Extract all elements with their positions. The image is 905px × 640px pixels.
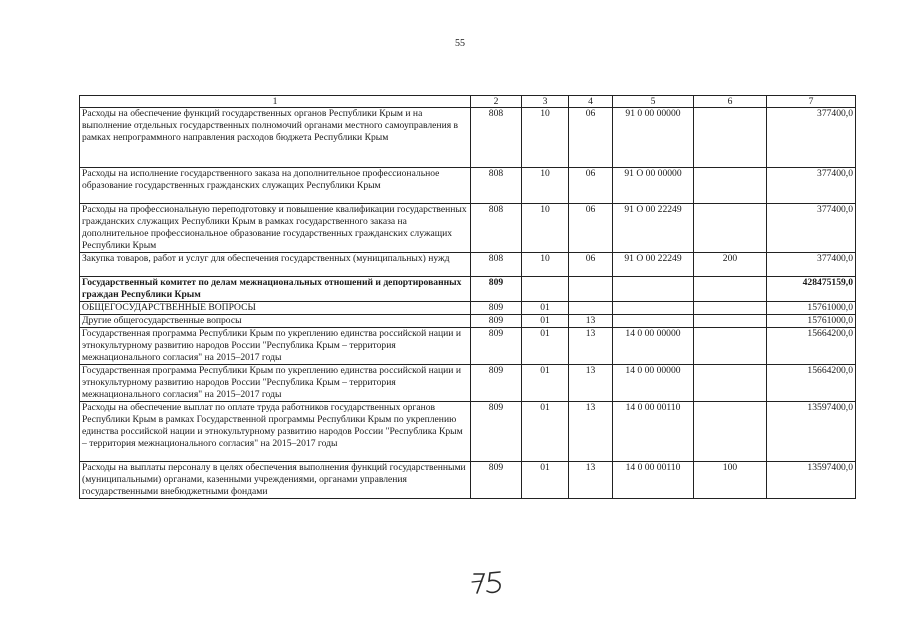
subsection-code xyxy=(569,277,613,302)
amount-value: 428475159,0 xyxy=(767,277,856,302)
row-description: Расходы на обеспечение выплат по оплате труда работников государственных органов Республики Крым в рамках Государственной программы Республики Крым по укреплению единства российской нации и этнокультурному развитию народов России "Республика Крым – территория межнационального согласия" на 2015–2017 годы xyxy=(80,402,471,462)
section-code: 01 xyxy=(522,365,569,402)
table-row xyxy=(80,302,856,315)
amount-value: 15761000,0 xyxy=(767,302,856,315)
handwritten-page-number xyxy=(470,568,510,596)
row-description: Другие общегосударственные вопросы xyxy=(80,315,471,328)
row-description: Государственная программа Республики Крым по укреплению единства российской нации и этнокультурному развитию народов России "Республика Крым – территория межнационального согласия" на 2015–2017 годы xyxy=(80,365,471,402)
row-description: ОБЩЕГОСУДАРСТВЕННЫЕ ВОПРОСЫ xyxy=(80,302,471,315)
table-row xyxy=(80,253,856,277)
ministry-code: 809 xyxy=(471,277,522,302)
table-row xyxy=(80,462,856,499)
ministry-code: 809 xyxy=(471,315,522,328)
row-description: Государственная программа Республики Крым по укреплению единства российской нации и этнокультурному развитию народов России "Республика Крым – территория межнационального согласия" на 2015–2017 годы xyxy=(80,328,471,365)
ministry-code: 808 xyxy=(471,253,522,277)
expense-type-code: 100 xyxy=(694,462,767,499)
expense-type-code xyxy=(694,328,767,365)
target-article-code xyxy=(613,302,694,315)
section-code: 10 xyxy=(522,204,569,253)
target-article-code: 91 О 00 22249 xyxy=(613,204,694,253)
expense-type-code xyxy=(694,315,767,328)
table-row xyxy=(80,402,856,462)
page-number: 55 xyxy=(455,38,465,49)
target-article-code xyxy=(613,277,694,302)
table-row xyxy=(80,168,856,204)
amount-value: 377400,0 xyxy=(767,204,856,253)
ministry-code: 809 xyxy=(471,462,522,499)
column-header: 1 xyxy=(80,96,471,108)
table-row xyxy=(80,108,856,168)
table-row xyxy=(80,277,856,302)
section-code: 01 xyxy=(522,302,569,315)
expense-type-code xyxy=(694,302,767,315)
subsection-code: 13 xyxy=(569,402,613,462)
column-header: 4 xyxy=(569,96,613,108)
section-code: 01 xyxy=(522,315,569,328)
subsection-code: 13 xyxy=(569,328,613,365)
expense-type-code xyxy=(694,277,767,302)
target-article-code: 14 0 00 00110 xyxy=(613,402,694,462)
budget-table xyxy=(79,95,856,499)
amount-value: 15761000,0 xyxy=(767,315,856,328)
ministry-code: 809 xyxy=(471,328,522,365)
target-article-code: 14 0 00 00000 xyxy=(613,365,694,402)
target-article-code xyxy=(613,315,694,328)
subsection-code: 06 xyxy=(569,108,613,168)
target-article-code: 91 О 00 22249 xyxy=(613,253,694,277)
ministry-code: 809 xyxy=(471,402,522,462)
column-header: 3 xyxy=(522,96,569,108)
expense-type-code xyxy=(694,402,767,462)
row-description: Закупка товаров, работ и услуг для обеспечения государственных (муниципальных) нужд xyxy=(80,253,471,277)
subsection-code: 06 xyxy=(569,168,613,204)
column-header: 7 xyxy=(767,96,856,108)
amount-value: 377400,0 xyxy=(767,108,856,168)
expense-type-code xyxy=(694,204,767,253)
amount-value: 15664200,0 xyxy=(767,365,856,402)
ministry-code: 809 xyxy=(471,365,522,402)
section-code: 01 xyxy=(522,328,569,365)
subsection-code: 06 xyxy=(569,253,613,277)
subsection-code: 13 xyxy=(569,462,613,499)
section-code: 01 xyxy=(522,462,569,499)
section-code: 10 xyxy=(522,108,569,168)
amount-value: 13597400,0 xyxy=(767,402,856,462)
target-article-code: 91 О 00 00000 xyxy=(613,168,694,204)
subsection-code: 06 xyxy=(569,204,613,253)
ministry-code: 809 xyxy=(471,302,522,315)
ministry-code: 808 xyxy=(471,108,522,168)
table-row xyxy=(80,365,856,402)
row-description: Расходы на исполнение государственного заказа на дополнительное профессиональное образование государственных гражданских служащих Республики Крым xyxy=(80,168,471,204)
table-header-row xyxy=(80,96,856,108)
section-code: 10 xyxy=(522,253,569,277)
table-row xyxy=(80,204,856,253)
row-description: Расходы на обеспечение функций государственных органов Республики Крым и на выполнение отдельных государственных полномочий органами местного самоуправления в рамках непрограммного направления расходов бюджета Республики Крым xyxy=(80,108,471,168)
subsection-code xyxy=(569,302,613,315)
target-article-code: 14 0 00 00110 xyxy=(613,462,694,499)
subsection-code: 13 xyxy=(569,315,613,328)
target-article-code: 91 0 00 00000 xyxy=(613,108,694,168)
row-description: Государственный комитет по делам межнациональных отношений и депортированных граждан Республики Крым xyxy=(80,277,471,302)
column-header: 5 xyxy=(613,96,694,108)
ministry-code: 808 xyxy=(471,168,522,204)
column-header: 6 xyxy=(694,96,767,108)
expense-type-code xyxy=(694,168,767,204)
table-row xyxy=(80,315,856,328)
amount-value: 13597400,0 xyxy=(767,462,856,499)
target-article-code: 14 0 00 00000 xyxy=(613,328,694,365)
expense-type-code xyxy=(694,365,767,402)
ministry-code: 808 xyxy=(471,204,522,253)
section-code: 01 xyxy=(522,402,569,462)
section-code xyxy=(522,277,569,302)
subsection-code: 13 xyxy=(569,365,613,402)
row-description: Расходы на профессиональную переподготовку и повышение квалификации государственных гражданских служащих Республики Крым в рамках государственного заказа на дополнительное профессиональное образование государственных гражданских служащих Республики Крым xyxy=(80,204,471,253)
section-code: 10 xyxy=(522,168,569,204)
amount-value: 377400,0 xyxy=(767,168,856,204)
expense-type-code: 200 xyxy=(694,253,767,277)
amount-value: 377400,0 xyxy=(767,253,856,277)
table-row xyxy=(80,328,856,365)
row-description: Расходы на выплаты персоналу в целях обеспечения выполнения функций государственными (муниципальными) органами, казенными учреждениями, органами управления государственными внебюджетными фондами xyxy=(80,462,471,499)
expense-type-code xyxy=(694,108,767,168)
column-header: 2 xyxy=(471,96,522,108)
amount-value: 15664200,0 xyxy=(767,328,856,365)
